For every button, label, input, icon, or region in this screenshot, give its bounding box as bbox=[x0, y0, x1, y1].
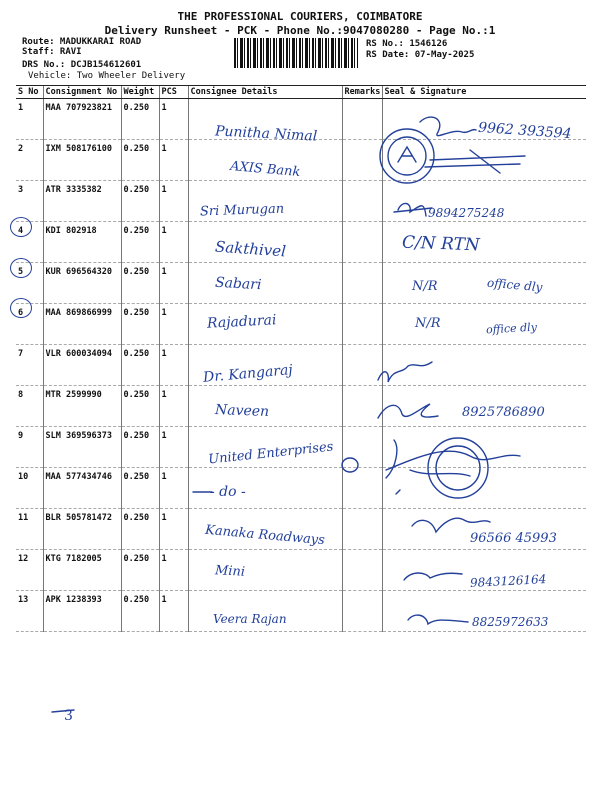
pcs: 1 bbox=[159, 222, 188, 263]
rs-date: RS Date: 07-May-2025 bbox=[366, 50, 475, 60]
consignment-no: KTG 7182005 bbox=[43, 550, 121, 591]
sno: 3 bbox=[16, 181, 43, 222]
pcs: 1 bbox=[159, 591, 188, 632]
pcs: 1 bbox=[159, 263, 188, 304]
handwritten-phone: 8925786890 bbox=[462, 405, 545, 420]
runsheet-subtitle: Delivery Runsheet - PCK - Phone No.:9047080280 - Page No.:1 bbox=[104, 24, 496, 37]
pcs: 1 bbox=[159, 427, 188, 468]
signature-scribble bbox=[378, 404, 438, 418]
signature-scribble bbox=[408, 615, 468, 624]
handwritten-page-mark: 3 bbox=[64, 708, 73, 724]
pcs: 1 bbox=[159, 181, 188, 222]
handwritten-consignee: Naveen bbox=[214, 402, 270, 420]
route: Route: MADUKKARAI ROAD bbox=[22, 37, 142, 47]
company-title: THE PROFESSIONAL COURIERS, COIMBATORE bbox=[177, 10, 423, 23]
handwritten-phone: 9894275248 bbox=[428, 206, 505, 220]
handwritten-consignee: Dr. Kangaraj bbox=[202, 362, 294, 386]
handwritten-consignee: Rajadurai bbox=[206, 312, 277, 332]
handwritten-remark: office dly bbox=[485, 320, 538, 337]
pcs: 1 bbox=[159, 509, 188, 550]
rs-no: RS No.: 1546126 bbox=[366, 39, 448, 49]
handwritten-remark: office dly bbox=[486, 275, 544, 295]
pcs: 1 bbox=[159, 386, 188, 427]
pcs: 1 bbox=[159, 345, 188, 386]
signature-scribble bbox=[378, 362, 432, 382]
weight: 0.250 bbox=[121, 345, 159, 386]
weight: 0.250 bbox=[121, 509, 159, 550]
handwritten-consignee: Kanaka Roadways bbox=[204, 522, 326, 549]
handwritten-consignee: United Enterprises bbox=[207, 439, 335, 468]
handwritten-consignee: Punitha Nimal bbox=[214, 123, 318, 145]
col-header-weight: Weight bbox=[121, 86, 159, 99]
sno: 2 bbox=[16, 140, 43, 181]
weight: 0.250 bbox=[121, 222, 159, 263]
sno: 8 bbox=[16, 386, 43, 427]
weight: 0.250 bbox=[121, 99, 159, 140]
sno: 9 bbox=[16, 427, 43, 468]
weight: 0.250 bbox=[121, 427, 159, 468]
handwritten-phone: 9962 393594 bbox=[477, 119, 572, 143]
consignment-no: MAA 707923821 bbox=[43, 99, 121, 140]
pcs: 1 bbox=[159, 140, 188, 181]
staff: Staff: RAVI bbox=[22, 47, 82, 57]
col-header-sno: S No bbox=[16, 86, 43, 99]
consignment-no: VLR 600034094 bbox=[43, 345, 121, 386]
sno: 11 bbox=[16, 509, 43, 550]
axis-bank-seal-icon bbox=[380, 129, 434, 183]
sno: 4 bbox=[16, 222, 43, 263]
weight: 0.250 bbox=[121, 550, 159, 591]
col-header-signature: Seal & Signature bbox=[382, 86, 586, 99]
consignment-no: MAA 577434746 bbox=[43, 468, 121, 509]
sno: 13 bbox=[16, 591, 43, 632]
consignment-no: KDI 802918 bbox=[43, 222, 121, 263]
handwritten-consignee: Veera Rajan bbox=[213, 612, 287, 626]
handwritten-phone: 8825972633 bbox=[472, 615, 549, 629]
col-header-consignee: Consignee Details bbox=[188, 86, 342, 99]
handwritten-consignee: Mini bbox=[214, 563, 246, 580]
handwritten-phone: 9843126164 bbox=[469, 572, 547, 590]
handwritten-remark: C/N RTN bbox=[401, 232, 481, 256]
consignment-no: SLM 369596373 bbox=[43, 427, 121, 468]
signature-scribble bbox=[420, 117, 476, 136]
consignment-no: MTR 2599990 bbox=[43, 386, 121, 427]
pcs: 1 bbox=[159, 550, 188, 591]
col-header-remarks: Remarks bbox=[342, 86, 382, 99]
weight: 0.250 bbox=[121, 468, 159, 509]
stamp-icon bbox=[428, 438, 488, 498]
weight: 0.250 bbox=[121, 140, 159, 181]
sno: 7 bbox=[16, 345, 43, 386]
weight: 0.250 bbox=[121, 591, 159, 632]
consignment-no: APK 1238393 bbox=[43, 591, 121, 632]
consignment-no: ATR 3335382 bbox=[43, 181, 121, 222]
weight: 0.250 bbox=[121, 386, 159, 427]
signature-scribble bbox=[404, 573, 462, 580]
drs-no: DRS No.: DCJB154612601 bbox=[22, 60, 142, 70]
col-header-pcs: PCS bbox=[159, 86, 188, 99]
weight: 0.250 bbox=[121, 304, 159, 345]
handwritten-consignee: Sabari bbox=[214, 274, 262, 294]
consignment-no: KUR 696564320 bbox=[43, 263, 121, 304]
signature-scribble bbox=[386, 440, 520, 478]
consignment-no: BLR 505781472 bbox=[43, 509, 121, 550]
handwritten-remark: N/R bbox=[415, 316, 441, 331]
sno: 10 bbox=[16, 468, 43, 509]
handwritten-consignee: AXIS Bank bbox=[229, 158, 301, 181]
col-header-consignment: Consignment No bbox=[43, 86, 121, 99]
pcs: 1 bbox=[159, 99, 188, 140]
signature-scribble bbox=[394, 203, 432, 216]
weight: 0.250 bbox=[121, 181, 159, 222]
handwritten-phone: 96566 45993 bbox=[470, 531, 557, 546]
consignment-no: IXM 508176100 bbox=[43, 140, 121, 181]
sno: 1 bbox=[16, 99, 43, 140]
handwritten-consignee: Sri Murugan bbox=[199, 201, 285, 220]
handwritten-consignee: Sakthivel bbox=[214, 237, 287, 261]
pcs: 1 bbox=[159, 304, 188, 345]
handwritten-remark: N/R bbox=[412, 279, 438, 294]
signature-scribble bbox=[412, 518, 490, 532]
sno: 6 bbox=[16, 304, 43, 345]
signature-scribble bbox=[425, 150, 525, 173]
pcs: 1 bbox=[159, 468, 188, 509]
handwritten-consignee: - do - bbox=[210, 484, 246, 500]
weight: 0.250 bbox=[121, 263, 159, 304]
sno: 5 bbox=[16, 263, 43, 304]
consignment-no: MAA 869866999 bbox=[43, 304, 121, 345]
vehicle: Vehicle: Two Wheeler Delivery bbox=[28, 71, 186, 81]
sno: 12 bbox=[16, 550, 43, 591]
